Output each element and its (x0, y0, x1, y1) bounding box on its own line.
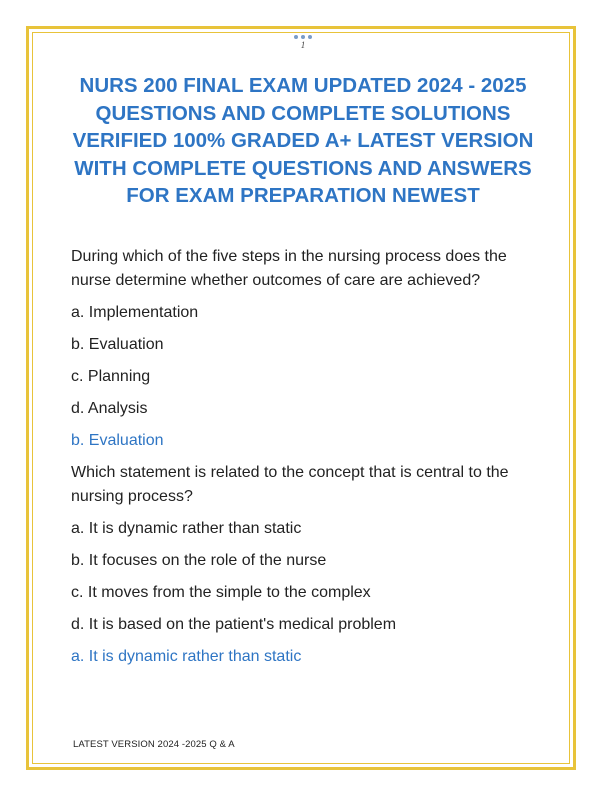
page-number: 1 (300, 40, 306, 50)
page-marker (0, 35, 606, 50)
answer-option: d. It is based on the patient's medical problem (71, 616, 397, 633)
answer-option: a. Implementation (71, 304, 199, 321)
question-text: Which statement is related to the concept that is central to the nursing process? (71, 464, 509, 505)
answer-option: b. It focuses on the role of the nurse (71, 552, 327, 569)
marker-dot (301, 35, 305, 39)
answer-option: c. It moves from the simple to the complex (71, 584, 371, 601)
question-block (71, 461, 541, 669)
answer-option: d. Analysis (71, 400, 148, 417)
answer-option: c. Planning (71, 368, 151, 385)
document-title: NURS 200 FINAL EXAM UPDATED 2024 - 2025 QUESTIONS AND COMPLETE SOLUTIONS VERIFIED 100% GRADED A+ LATEST VERSION WITH COMPLETE QUESTIONS AND ANSWERS FOR EXAM PREPARATION NEWEST (72, 74, 534, 207)
question-block (71, 245, 541, 453)
marker-dot (308, 35, 312, 39)
correct-answer: b. Evaluation (71, 432, 164, 449)
answer-option: a. It is dynamic rather than static (71, 520, 302, 537)
page-footer: LATEST VERSION 2024 -2025 Q & A (73, 739, 235, 750)
question-text: During which of the five steps in the nursing process does the nurse determine whether outcomes of care are achieved? (71, 248, 507, 289)
question-list (71, 245, 541, 677)
page-marker-dots (0, 35, 606, 39)
marker-dot (294, 35, 298, 39)
correct-answer: a. It is dynamic rather than static (71, 648, 302, 665)
answer-option: b. Evaluation (71, 336, 164, 353)
